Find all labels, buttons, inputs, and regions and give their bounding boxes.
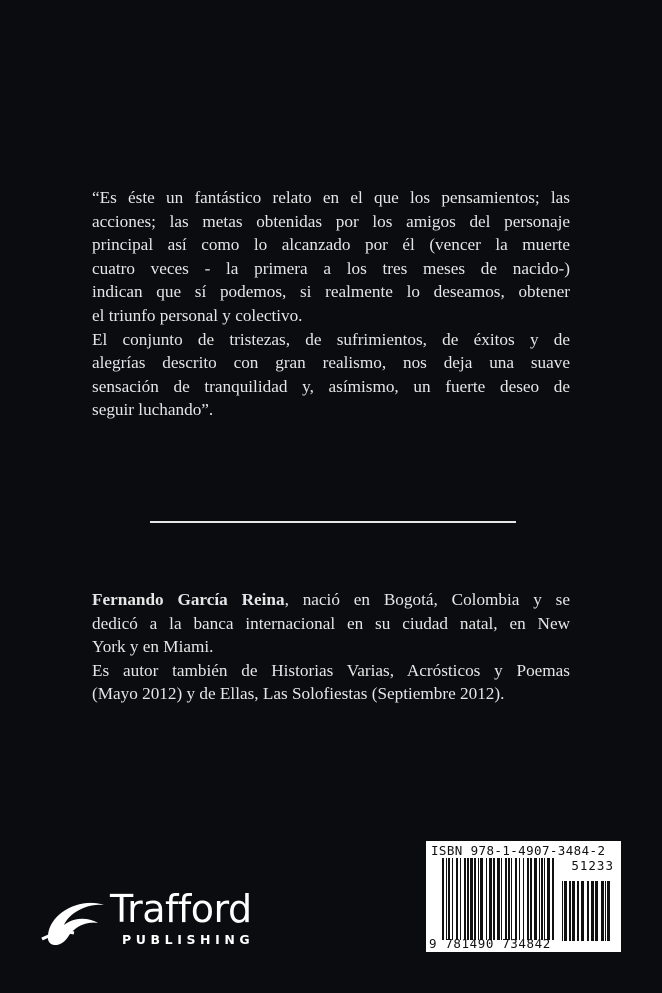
barcode-bar (601, 881, 604, 941)
author-bio (92, 588, 570, 706)
bio-line: (Mayo 2012) y de Ellas, Las Solofiestas (Septiembre 2012). (92, 684, 505, 704)
barcode-bar (544, 858, 545, 940)
barcode-bars-addon (562, 881, 612, 941)
quote-line: principal así como lo alcanzado por él (vencer la muerte (92, 235, 570, 255)
barcode-bar (534, 858, 537, 940)
isbn-barcode (426, 841, 621, 952)
barcode-bar (572, 881, 575, 941)
quote-line: “Es éste un fantástico relato en el que los pensamientos; las (92, 188, 570, 207)
bio-line: Fernando García Reina, nació en Bogotá, Colombia y se (92, 590, 571, 609)
barcode-bar (480, 858, 483, 940)
barcode-bar (562, 881, 563, 941)
quote-line: sensación de tranquilidad y, asímismo, un fuerte deseo de (92, 376, 570, 396)
barcode-bar (523, 858, 524, 940)
barcode-bar (595, 881, 598, 941)
wave-icon (40, 895, 110, 951)
publisher-sub: PUBLISHING (122, 932, 255, 947)
barcode-bar (460, 858, 461, 940)
quote-line: alegrías descrito con gran realismo, nos deja una suave (92, 353, 570, 373)
barcode-bar (569, 881, 571, 941)
barcode-bar (539, 858, 540, 940)
barcode-bars-main (442, 858, 554, 940)
barcode-bar (530, 858, 532, 940)
publisher-name: Trafford (110, 887, 252, 931)
barcode-bar (607, 881, 610, 941)
bio-line: dedicó a la banca internacional en su ciudad natal, en New (92, 613, 570, 633)
quote-line: cuatro veces - la primera a los tres meses de nacido-) (92, 258, 570, 278)
barcode-bar (591, 881, 594, 941)
divider (150, 521, 516, 523)
barcode-bar (511, 858, 512, 940)
barcode-bar (470, 858, 473, 940)
barcode-bar (489, 858, 492, 940)
barcode-bar (515, 858, 517, 940)
barcode-bar (456, 858, 458, 940)
barcode-bar (541, 858, 543, 940)
barcode-bar (547, 858, 550, 940)
barcode-bar (501, 858, 502, 940)
barcode-bar (497, 858, 500, 940)
barcode-bar (442, 858, 444, 940)
barcode-bar (464, 858, 466, 940)
publisher-logo (40, 887, 290, 951)
barcode-bar (467, 858, 469, 940)
barcode-bar (527, 858, 529, 940)
barcode-bar (581, 881, 584, 941)
isbn-text: ISBN 978-1-4907-3484-2 (431, 843, 606, 858)
barcode-bar (493, 858, 495, 940)
barcode-bar (474, 858, 476, 940)
barcode-bar (446, 858, 447, 940)
bio-line: Es autor también de Historias Varias, Acrósticos y Poemas (92, 660, 570, 680)
quote-line: acciones; las metas obtenidas por los amigos del personaje (92, 211, 570, 231)
barcode-bar (577, 881, 579, 941)
quote-line: El conjunto de tristezas, de sufrimientos, de éxitos y de (92, 329, 570, 349)
barcode-bar (505, 858, 507, 940)
addon-text: 51233 (571, 858, 614, 873)
review-quote (92, 186, 570, 422)
barcode-bar (448, 858, 450, 940)
quote-line: indican que sí podemos, si realmente lo deseamos, obtener (92, 282, 570, 302)
bio-line: York y en Miami. (92, 637, 214, 657)
barcode-bar (452, 858, 453, 940)
barcode-bar (478, 858, 479, 940)
barcode-bar (552, 858, 554, 940)
quote-line: el triunfo personal y colectivo. (92, 305, 303, 325)
barcode-bar (587, 881, 589, 941)
barcode-bar (605, 881, 606, 941)
quote-line: seguir luchando”. (92, 400, 214, 420)
author-name: Fernando García Reina (92, 590, 285, 609)
barcode-number: 9 781490 734842 (429, 936, 551, 951)
barcode-bar (564, 881, 567, 941)
barcode-bar (486, 858, 487, 940)
barcode-bar (519, 858, 520, 940)
barcode-bar (508, 858, 510, 940)
